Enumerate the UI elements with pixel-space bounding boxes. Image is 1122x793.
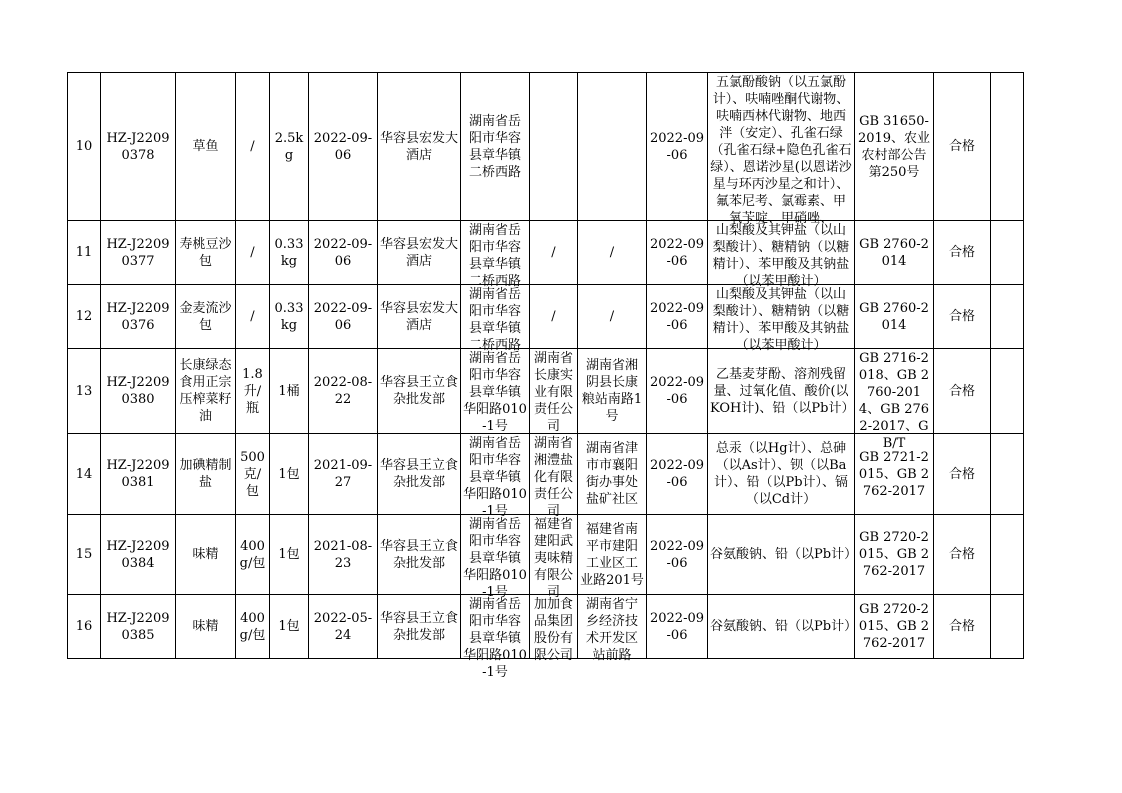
standard-cell xyxy=(855,221,934,285)
row-number-cell xyxy=(68,515,101,595)
standard-cell xyxy=(855,285,934,349)
spec-cell xyxy=(236,434,270,515)
table-row xyxy=(68,595,1024,659)
sampled-unit-cell xyxy=(378,349,461,434)
producer-address-cell xyxy=(578,515,647,595)
test-items-text: 谷氨酸钠、铅（以Pb计） xyxy=(710,619,858,634)
spec-cell xyxy=(236,595,270,659)
table-row xyxy=(68,434,1024,515)
spec-text: 1.8升/瓶 xyxy=(242,366,263,416)
spec-text: 400g/包 xyxy=(239,538,266,571)
producer-text: / xyxy=(551,309,556,324)
production-date-text: 2022-09-06 xyxy=(649,375,705,407)
sampled-unit-text: 华容县王立食杂批发部 xyxy=(380,458,459,490)
sampled-unit-text: 华容县宏发大酒店 xyxy=(380,300,459,333)
test-items-cell xyxy=(708,349,855,434)
sample-id-text: HZ-J22090384 xyxy=(106,538,170,571)
table-row xyxy=(68,349,1024,434)
standard-cell xyxy=(855,595,934,659)
table-body xyxy=(68,73,1024,680)
producer-cell xyxy=(530,349,578,434)
table-row xyxy=(68,73,1024,221)
product-name-cell xyxy=(176,349,236,434)
spec-cell xyxy=(236,515,270,595)
product-name-text: 味精 xyxy=(192,547,219,562)
row-number-text: 11 xyxy=(75,245,93,260)
quantity-text: 0.33kg xyxy=(274,236,304,269)
production-date-text: 2022-09-06 xyxy=(649,236,705,269)
test-items-text: 五氯酚酸钠（以五氯酚计）、呋喃唑酮代谢物、呋喃西林代谢物、地西泮（安定）、孔雀石绿（孔雀石绿+隐色孔雀石绿）、恩诺沙星(以恩诺沙星与环丙沙星之和计）、氟苯尼考、氯霉素、甲氧苄啶、甲硝唑、 xyxy=(710,74,852,226)
result-cell xyxy=(934,285,991,349)
sampled-unit-cell xyxy=(378,515,461,595)
product-name-cell xyxy=(176,221,236,285)
standard-text: GB 2760-2014 xyxy=(859,236,929,269)
result-text: 合格 xyxy=(948,309,975,324)
sampled-unit-cell xyxy=(378,595,461,659)
sample-date-text: 2021-09-27 xyxy=(313,458,373,490)
quantity-text: 1包 xyxy=(278,466,300,482)
sampled-address-cell xyxy=(461,434,530,519)
sample-date-text: 2022-09-06 xyxy=(313,300,373,333)
producer-address-text: / xyxy=(609,245,615,260)
production-date-text: 2022-09-06 xyxy=(649,610,705,643)
spec-text: / xyxy=(250,309,255,324)
result-cell xyxy=(934,515,991,595)
test-items-text: 山梨酸及其钾盐（以山梨酸计）、糖精钠（以糖精计）、苯甲酸及其钠盐（以苯甲酸计） xyxy=(712,286,850,353)
sample-date-cell xyxy=(309,434,378,515)
table-row xyxy=(68,221,1024,285)
result-text: 合格 xyxy=(948,466,975,482)
sample-id-cell xyxy=(101,595,176,659)
sample-id-cell xyxy=(101,515,176,595)
quantity-cell xyxy=(270,73,309,221)
sample-id-text: HZ-J22090385 xyxy=(106,610,170,643)
producer-address-text: 湖南省津市市襄阳街办事处盐矿社区 xyxy=(585,441,638,507)
result-cell xyxy=(934,73,991,221)
spec-cell xyxy=(236,349,270,434)
sampled-unit-text: 华容县王立食杂批发部 xyxy=(380,375,459,407)
standard-text: GB 2720-2015、GB 2762-2017 xyxy=(858,602,930,651)
producer-address-cell xyxy=(578,285,647,349)
inspection-results-table xyxy=(67,72,1024,680)
sample-date-text: 2022-05-24 xyxy=(313,610,373,643)
sampled-address-cell xyxy=(461,73,530,221)
producer-text: / xyxy=(551,245,556,260)
remark-cell xyxy=(991,285,1024,349)
sampled-unit-cell xyxy=(378,221,461,285)
sample-date-cell xyxy=(309,73,378,221)
sampled-address-text: 湖南省岳阳市华容县章华镇华阳路010-1号 xyxy=(463,596,527,680)
table-row xyxy=(68,515,1024,595)
sample-date-cell xyxy=(309,221,378,285)
sampled-address-text: 湖南省岳阳市华容县章华镇二桥西路 xyxy=(468,286,521,353)
sampled-unit-cell xyxy=(378,285,461,349)
product-name-cell xyxy=(176,73,236,221)
test-items-cell xyxy=(708,515,858,595)
remark-cell xyxy=(991,73,1024,221)
test-items-text: 谷氨酸钠、铅（以Pb计） xyxy=(710,547,858,562)
sampled-address-text: 湖南省岳阳市华容县章华镇华阳路010-1号 xyxy=(463,435,527,519)
spec-cell xyxy=(236,221,270,285)
test-items-text: 乙基麦芽酚、溶剂残留量、过氧化值、酸价(以KOH计)、铅（以Pb计） xyxy=(710,366,855,416)
producer-text: 加加食品集团股份有限公司 xyxy=(533,596,573,663)
quantity-cell xyxy=(270,285,309,349)
sample-id-text: HZ-J22090378 xyxy=(106,130,170,163)
sample-date-text: 2022-09-06 xyxy=(313,236,373,269)
sampled-address-cell xyxy=(461,515,530,600)
producer-address-cell xyxy=(578,595,647,663)
sampled-address-text: 湖南省岳阳市华容县章华镇华阳路010-1号 xyxy=(463,350,527,434)
production-date-text: 2022-09-06 xyxy=(649,130,705,163)
row-number-cell xyxy=(68,595,101,659)
production-date-text: 2022-09-06 xyxy=(649,538,705,571)
producer-address-text: 福建省南平市建阳工业区工业路201号 xyxy=(580,521,644,588)
production-date-cell xyxy=(647,434,708,515)
quantity-cell xyxy=(270,515,309,595)
producer-address-cell xyxy=(578,73,647,221)
standard-text: GB 2721-2015、GB 2762-2017 xyxy=(858,449,930,499)
sampled-address-text: 湖南省岳阳市华容县章华镇二桥西路 xyxy=(468,113,521,180)
quantity-text: 0.33kg xyxy=(274,300,304,333)
product-name-text: 草鱼 xyxy=(192,139,219,154)
result-text: 合格 xyxy=(948,139,975,154)
quantity-text: 1桶 xyxy=(278,383,300,399)
row-number-text: 13 xyxy=(75,383,93,399)
sample-date-cell xyxy=(309,595,378,659)
sample-id-cell xyxy=(101,285,176,349)
row-number-cell xyxy=(68,221,101,285)
sample-date-text: 2021-08-23 xyxy=(313,538,373,571)
quantity-cell xyxy=(270,221,309,285)
test-items-cell xyxy=(708,434,855,515)
sampled-unit-text: 华容县宏发大酒店 xyxy=(380,236,459,269)
remark-cell xyxy=(991,349,1024,434)
sampled-address-cell xyxy=(461,285,530,353)
result-cell xyxy=(934,434,991,515)
sample-id-cell xyxy=(101,73,176,221)
production-date-text: 2022-09-06 xyxy=(649,458,705,490)
producer-cell xyxy=(530,595,578,663)
sample-id-cell xyxy=(101,221,176,285)
producer-text: 福建省建阳武夷味精有限公司 xyxy=(533,516,573,600)
sample-id-text: HZ-J22090376 xyxy=(106,300,170,333)
standard-text: GB 2760-2014 xyxy=(859,300,929,333)
spec-cell xyxy=(236,73,270,221)
sample-id-cell xyxy=(101,434,176,515)
producer-cell xyxy=(530,221,578,285)
sample-date-text: 2022-08-22 xyxy=(313,375,373,407)
sample-date-cell xyxy=(309,515,378,595)
result-text: 合格 xyxy=(948,619,975,634)
spec-text: 500克/包 xyxy=(240,449,265,499)
producer-address-cell xyxy=(578,221,647,285)
production-date-cell xyxy=(647,349,708,434)
quantity-cell xyxy=(270,434,309,515)
product-name-text: 金麦流沙包 xyxy=(179,300,232,333)
producer-address-cell xyxy=(578,434,647,515)
row-number-cell xyxy=(68,73,101,221)
product-name-text: 加碘精制盐 xyxy=(179,458,232,490)
standard-cell xyxy=(855,349,934,451)
standard-text: GB 2716-2018、GB 2760-2014、GB 2762-2017、GB/T xyxy=(858,350,930,451)
standard-text: GB 2720-2015、GB 2762-2017 xyxy=(858,530,930,579)
standard-text: GB 31650-2019、农业农村部公告第250号 xyxy=(857,113,931,180)
remark-cell xyxy=(991,221,1024,285)
production-date-cell xyxy=(647,515,708,595)
producer-text: 湖南省湘澧盐化有限责任公司 xyxy=(533,435,573,519)
result-text: 合格 xyxy=(948,383,975,399)
producer-text: 湖南省长康实业有限责任公司 xyxy=(533,350,573,434)
remark-cell xyxy=(991,595,1024,659)
quantity-text: 1包 xyxy=(278,619,300,634)
row-number-text: 10 xyxy=(75,139,93,154)
test-items-cell xyxy=(708,221,855,289)
sampled-address-text: 湖南省岳阳市华容县章华镇华阳路010-1号 xyxy=(463,516,527,600)
result-cell xyxy=(934,595,991,659)
sampled-unit-text: 华容县宏发大酒店 xyxy=(380,130,459,163)
sampled-address-cell xyxy=(461,349,530,434)
product-name-text: 长康绿态食用正宗压榨菜籽油 xyxy=(179,358,232,424)
producer-cell xyxy=(530,285,578,349)
row-number-text: 16 xyxy=(75,619,93,634)
test-items-text: 总汞（以Hg计）、总砷（以As计）、钡（以Ba计）、铅（以Pb计）、镉（以Cd计） xyxy=(713,441,849,507)
producer-cell xyxy=(530,515,578,600)
quantity-text: 2.5kg xyxy=(274,130,304,163)
product-name-cell xyxy=(176,434,236,515)
product-name-cell xyxy=(176,595,236,659)
sample-id-text: HZ-J22090377 xyxy=(106,236,170,269)
result-text: 合格 xyxy=(948,245,975,260)
product-name-cell xyxy=(176,515,236,595)
product-name-text: 味精 xyxy=(192,619,219,634)
product-name-text: 寿桃豆沙包 xyxy=(179,236,232,269)
remark-cell xyxy=(991,434,1024,515)
producer-cell xyxy=(530,434,578,519)
row-number-cell xyxy=(68,349,101,434)
sample-date-cell xyxy=(309,285,378,349)
remark-cell xyxy=(991,515,1024,595)
production-date-cell xyxy=(647,221,708,285)
sample-date-text: 2022-09-06 xyxy=(313,130,373,163)
production-date-cell xyxy=(647,285,708,349)
row-number-cell xyxy=(68,434,101,515)
sampled-address-text: 湖南省岳阳市华容县章华镇二桥西路 xyxy=(468,222,521,289)
producer-address-text: 湖南省宁乡经济技术开发区站前路 xyxy=(585,596,638,663)
sample-id-cell xyxy=(101,349,176,434)
spec-cell xyxy=(236,285,270,349)
sampled-address-cell xyxy=(461,595,530,680)
row-number-cell xyxy=(68,285,101,349)
production-date-text: 2022-09-06 xyxy=(649,300,705,333)
sample-id-text: HZ-J22090381 xyxy=(106,458,170,490)
row-number-text: 15 xyxy=(75,547,93,562)
result-text: 合格 xyxy=(948,547,975,562)
sampled-unit-text: 华容县王立食杂批发部 xyxy=(380,538,459,571)
result-cell xyxy=(934,349,991,434)
test-items-cell xyxy=(708,595,858,659)
producer-address-text: 湖南省湘阴县长康粮站南路1号 xyxy=(581,358,643,424)
production-date-cell xyxy=(647,595,708,659)
sampled-address-cell xyxy=(461,221,530,289)
test-items-cell xyxy=(708,73,855,226)
producer-address-cell xyxy=(578,349,647,434)
standard-cell xyxy=(855,515,934,595)
row-number-text: 12 xyxy=(75,309,93,324)
production-date-cell xyxy=(647,73,708,221)
spec-text: / xyxy=(250,245,255,260)
sample-date-cell xyxy=(309,349,378,434)
product-name-cell xyxy=(176,285,236,349)
producer-address-text: / xyxy=(609,309,615,324)
producer-cell xyxy=(530,73,578,221)
row-number-text: 14 xyxy=(75,466,93,482)
quantity-cell xyxy=(270,595,309,659)
result-cell xyxy=(934,221,991,285)
quantity-cell xyxy=(270,349,309,434)
sampled-unit-cell xyxy=(378,434,461,515)
sample-id-text: HZ-J22090380 xyxy=(106,375,170,407)
sampled-unit-text: 华容县王立食杂批发部 xyxy=(380,610,459,643)
standard-cell xyxy=(855,73,934,221)
spec-text: / xyxy=(250,139,255,154)
sampled-unit-cell xyxy=(378,73,461,221)
table-row xyxy=(68,285,1024,349)
test-items-cell xyxy=(708,285,855,353)
test-items-text: 山梨酸及其钾盐（以山梨酸计）、糖精钠（以糖精计）、苯甲酸及其钠盐（以苯甲酸计） xyxy=(712,222,850,289)
spec-text: 400g/包 xyxy=(239,610,266,643)
quantity-text: 1包 xyxy=(278,547,300,562)
